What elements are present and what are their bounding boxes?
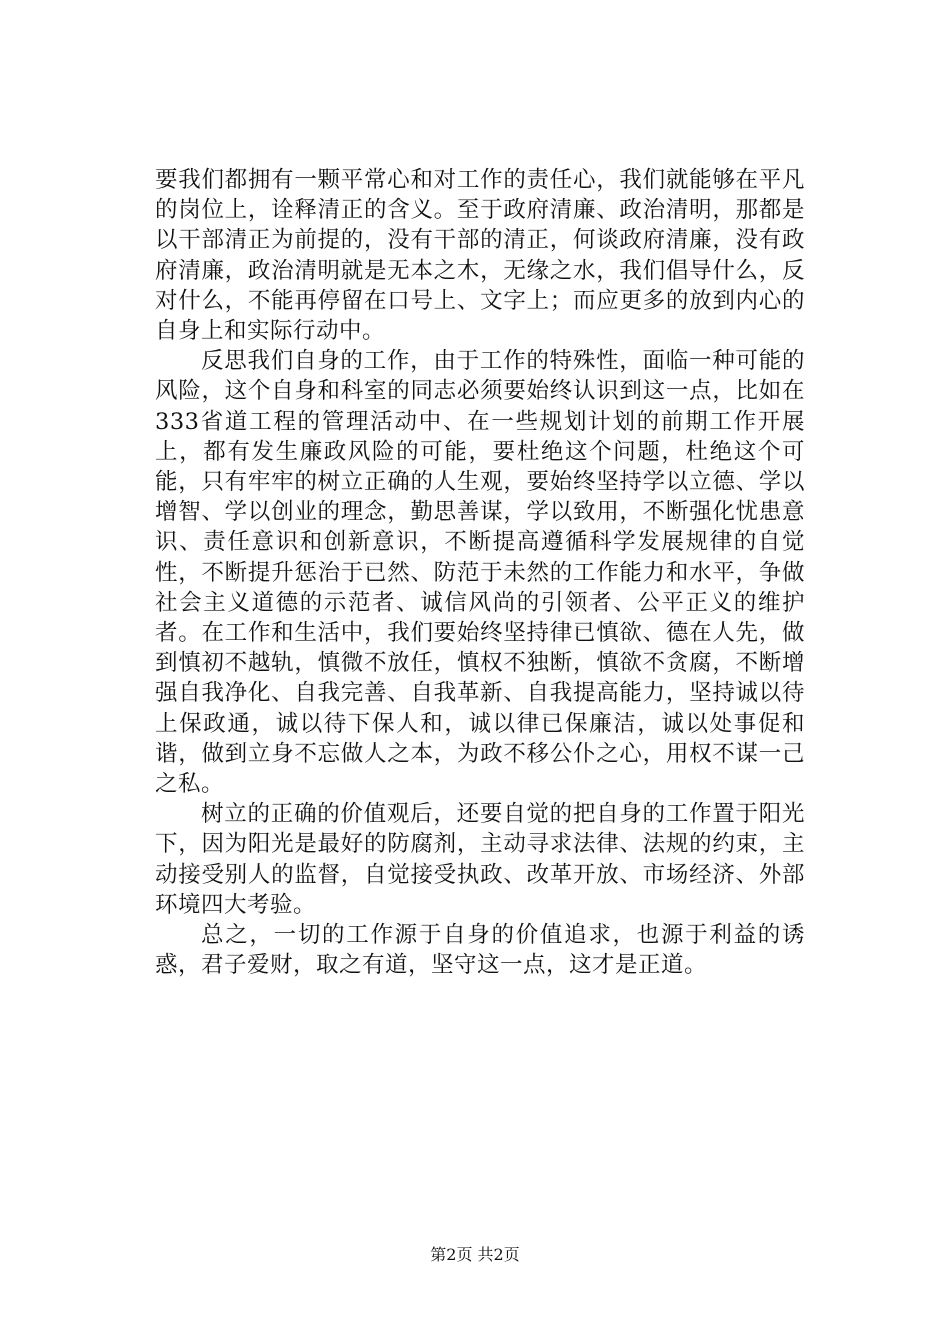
- paragraph-continuation: 要我们都拥有一颗平常心和对工作的责任心，我们就能够在平凡的岗位上，诠释清正的含义。至于政府清廉、政治清明，那都是以干部清正为前提的，没有干部的清正，何谈政府清廉，没有政府清廉，政治清明就是无本之木，无缘之水，我们倡导什么，反对什么，不能再停留在口号上、文字上；而应更多的放到内心的自身上和实际行动中。: [155, 167, 805, 345]
- page-number: 第2页 共2页: [430, 1245, 520, 1264]
- paragraph-reflection: 反思我们自身的工作，由于工作的特殊性，面临一种可能的风险，这个自身和科室的同志必须要始终认识到这一点，比如在333省道工程的管理活动中、在一些规划计划的前期工作开展上，都有发生廉政风险的可能，要杜绝这个问题，杜绝这个可能，只有牢牢的树立正确的人生观，要始终坚持学以立德、学以增智、学以创业的理念，勤思善谋，学以致用，不断强化忧患意识、责任意识和创新意识，不断提高遵循科学发展规律的自觉性，不断提升惩治于已然、防范于未然的工作能力和水平，争做社会主义道德的示范者、诚信风尚的引领者、公平正义的维护者。在工作和生活中，我们要始终坚持律已慎欲、德在人先，做到慎初不越轨，慎微不放任，慎权不独断，慎欲不贪腐，不断增强自我净化、自我完善、自我革新、自我提高能力，坚持诚以待上保政通，诚以待下保人和，诚以律已保廉洁，诚以处事促和谐，做到立身不忘做人之本，为政不移公仆之心，用权不谋一己之私。: [155, 348, 805, 798]
- page-footer: [0, 1245, 950, 1265]
- paragraph-conclusion: 总之，一切的工作源于自身的价值追求，也源于利益的诱惑，君子爱财，取之有道，坚守这一点，这才是正道。: [155, 922, 805, 979]
- document-body: [155, 165, 805, 980]
- paragraph-values: 树立的正确的价值观后，还要自觉的把自身的工作置于阳光下，因为阳光是最好的防腐剂，主动寻求法律、法规的约束，主动接受别人的监督，自觉接受执政、改革开放、市场经济、外部环境四大考验。: [155, 801, 805, 918]
